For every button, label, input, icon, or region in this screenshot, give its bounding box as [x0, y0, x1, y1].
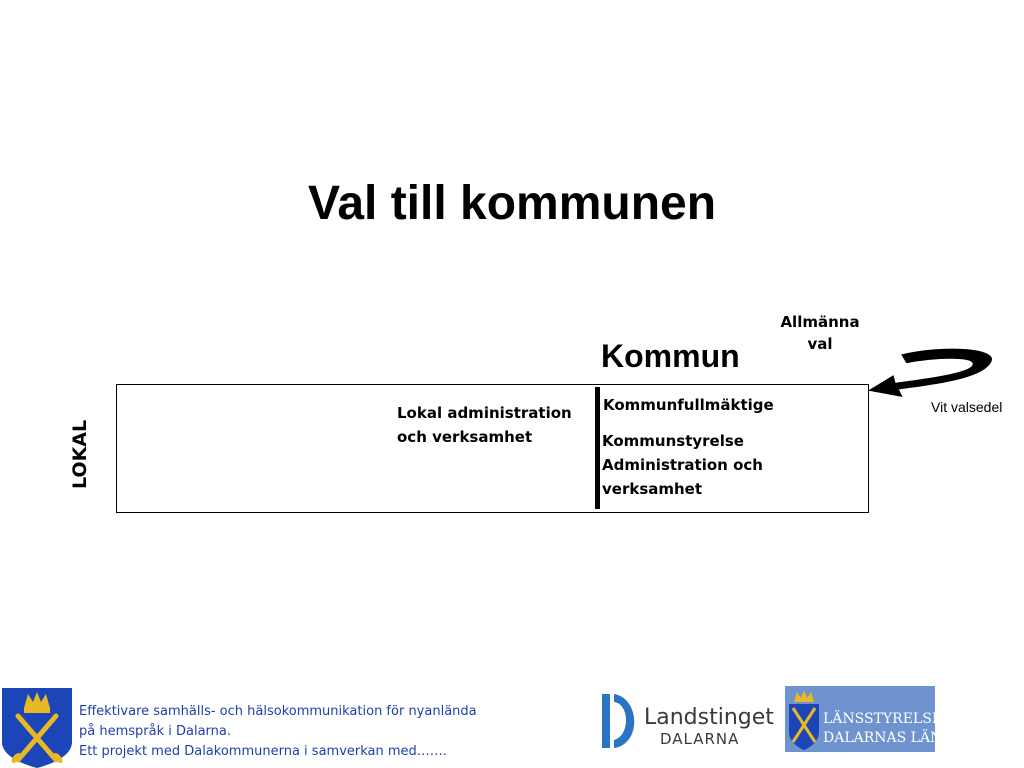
lokal-administration-text	[397, 401, 587, 449]
lokal-vertical-label: LOKAL	[69, 419, 91, 489]
right-cell-line2: Administration och	[602, 456, 763, 474]
lansstyrelsen-line1: LÄNSSTYRELSEN	[823, 711, 955, 727]
landstinget-sub: DALARNA	[660, 730, 740, 748]
allmanna-val-label	[770, 311, 870, 355]
left-cell-line1: Lokal administration	[397, 404, 572, 422]
footer-line3: Ett projekt med Dalakommunerna i samverkan med…….	[79, 744, 447, 759]
kommun-heading: Kommun	[601, 338, 740, 374]
landstinget-dalarna-logo	[598, 690, 774, 752]
lansstyrelsen-line2: DALARNAS LÄN	[823, 730, 943, 746]
allmanna-val-line2: val	[807, 335, 833, 353]
slide-title: Val till kommunen	[307, 177, 717, 230]
footer-line1: Effektivare samhälls- och hälsokommunikation för nyanlända	[79, 704, 477, 719]
allmanna-val-line1: Allmänna	[780, 313, 860, 331]
kommunfullmaktige-text: Kommunfullmäktige	[603, 396, 774, 414]
kommunstyrelse-text	[602, 429, 802, 501]
curved-arrow-icon	[860, 344, 1000, 404]
left-cell-line2: och verksamhet	[397, 428, 533, 446]
box-divider	[595, 387, 600, 509]
footer-text	[79, 702, 559, 762]
dalarna-coat-of-arms-icon	[0, 686, 74, 768]
lansstyrelsen-dalarnas-lan-logo	[785, 686, 955, 752]
right-cell-line3: verksamhet	[602, 480, 703, 498]
vit-valsedel-label: Vit valsedel	[931, 399, 1003, 415]
right-cell-line1: Kommunstyrelse	[602, 432, 744, 450]
footer-line2: på hemspråk i Dalarna.	[79, 724, 232, 739]
landstinget-name: Landstinget	[644, 705, 774, 730]
